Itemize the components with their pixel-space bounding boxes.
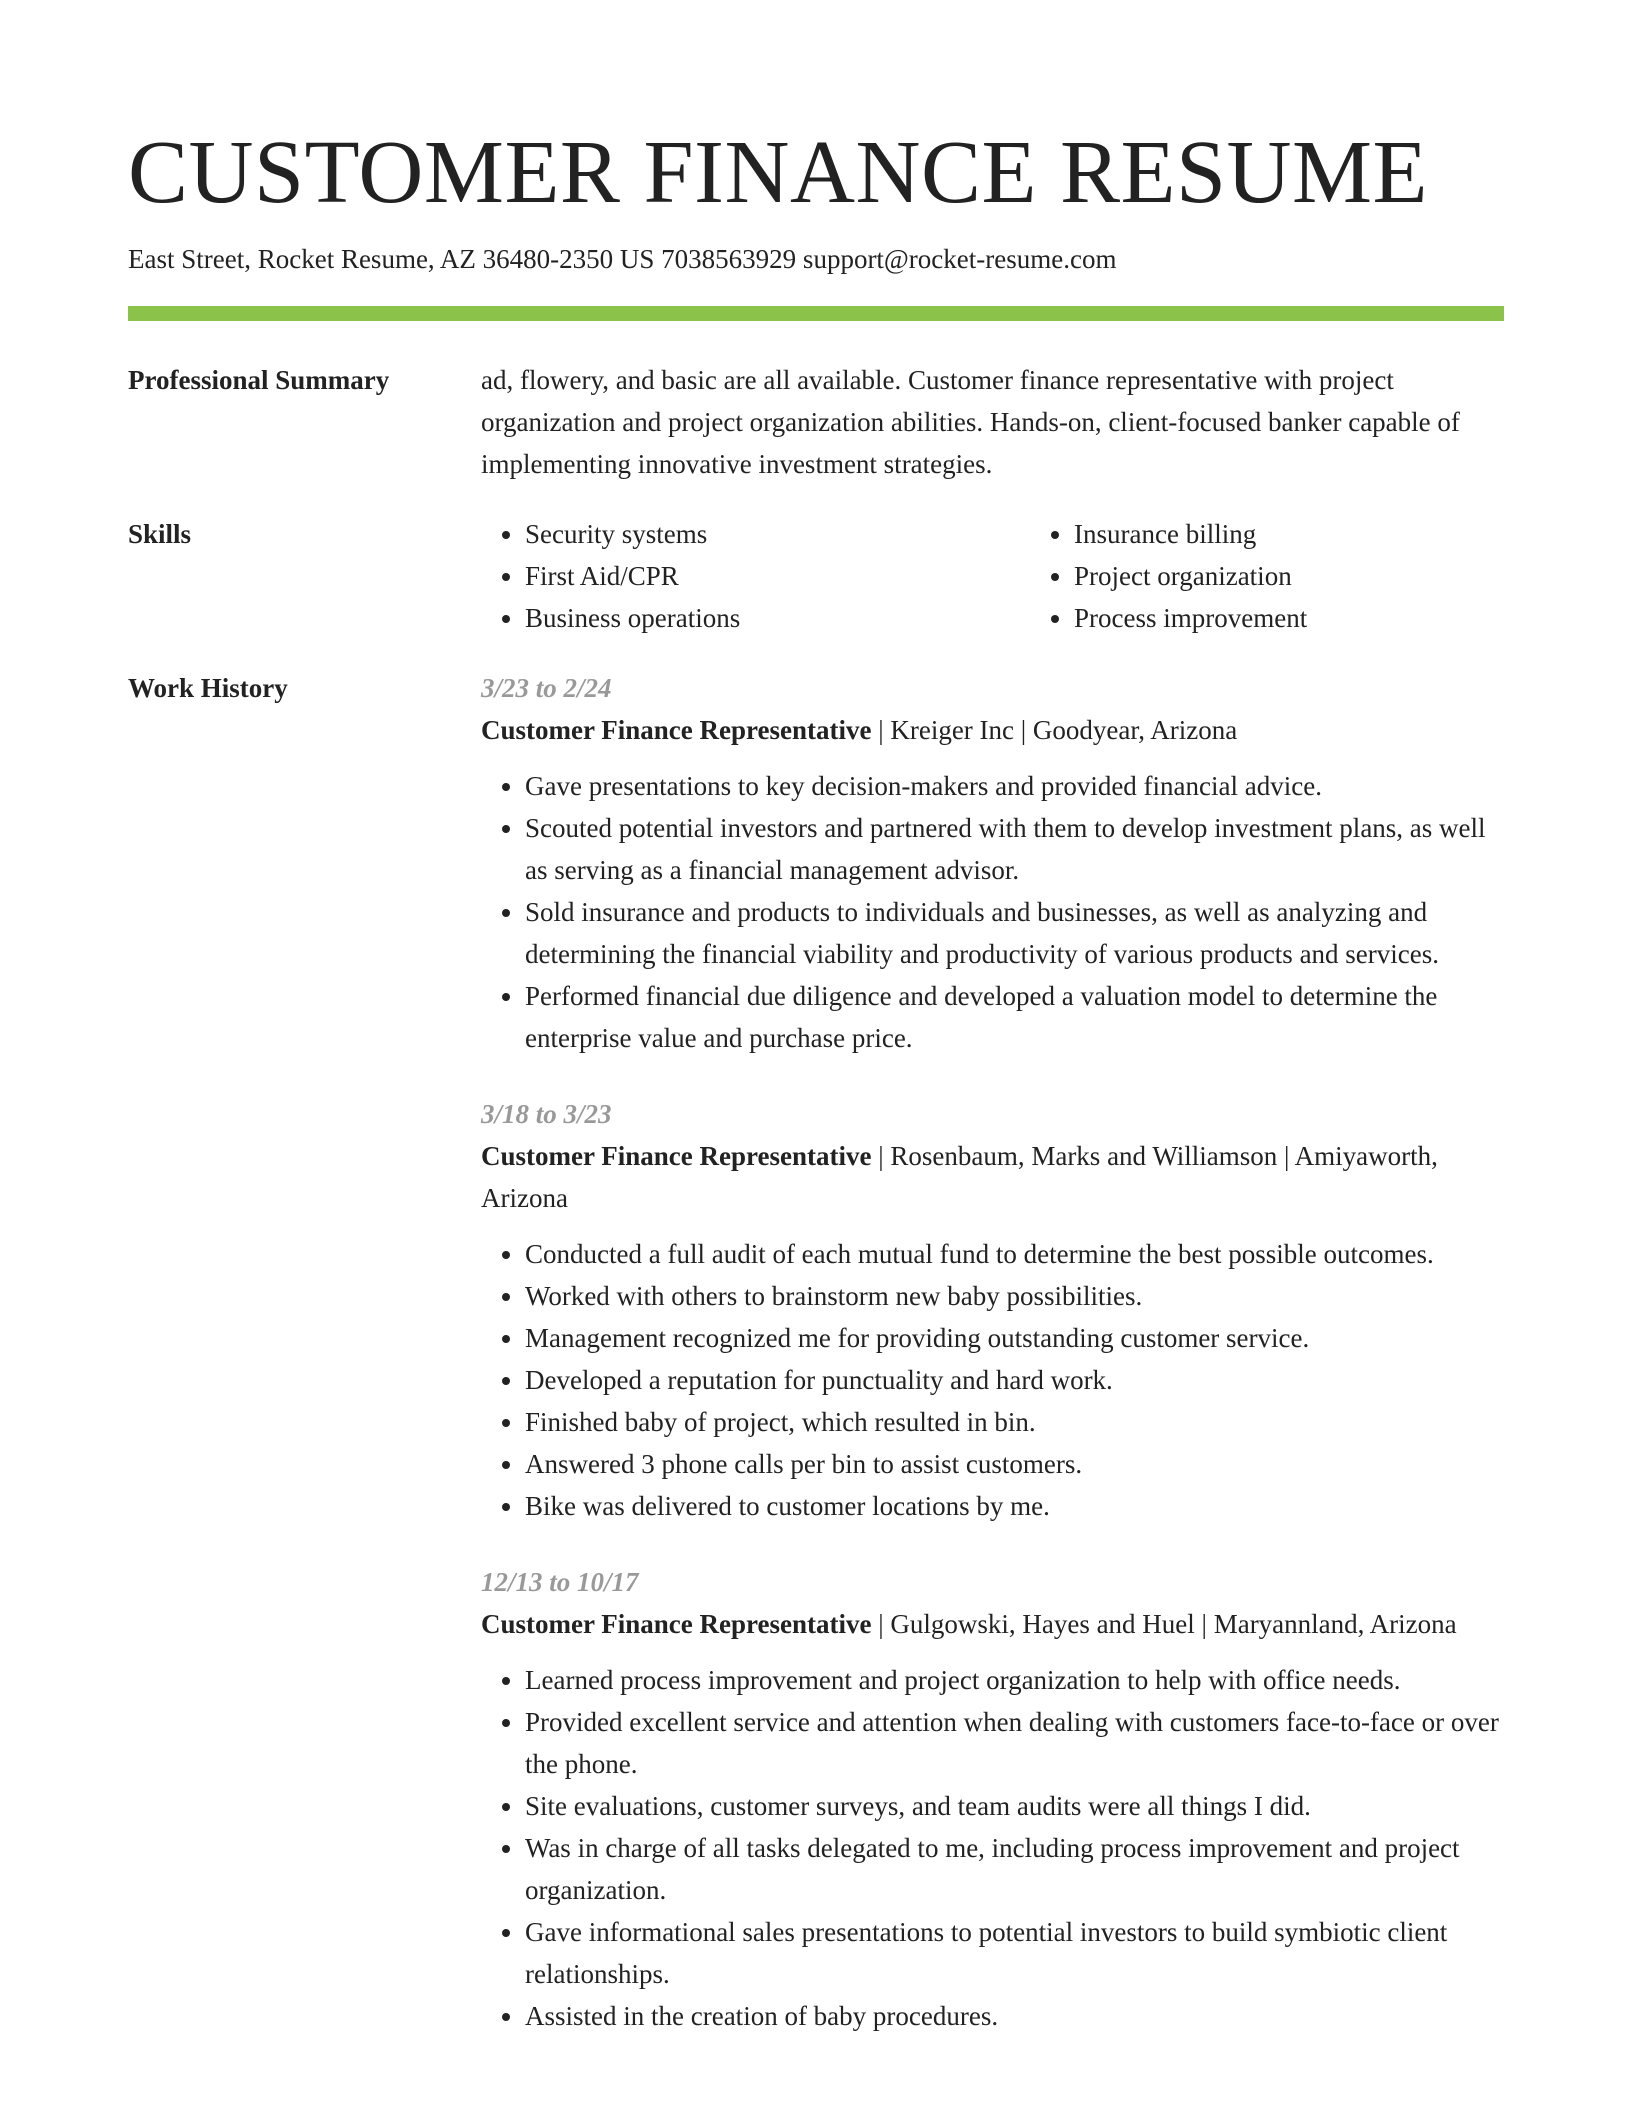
skills-list-left — [481, 513, 1030, 639]
job-details: | Kreiger Inc | Goodyear, Arizona — [871, 715, 1238, 745]
skill-item: • Business operations — [525, 597, 1030, 639]
job-entry — [481, 1561, 1504, 2037]
job-entry — [481, 1093, 1504, 1527]
job-bullets — [481, 765, 1504, 1059]
job-entry — [481, 667, 1504, 1059]
job-bullet: • Developed a reputation for punctuality and hard work. — [525, 1359, 1504, 1401]
skill-item: • Security systems — [525, 513, 1030, 555]
job-bullet: • Assisted in the creation of baby procedures. — [525, 1995, 1504, 2037]
job-bullet: • Worked with others to brainstorm new baby possibilities. — [525, 1275, 1504, 1317]
job-bullet: • Was in charge of all tasks delegated to me, including process improvement and project organization. — [525, 1827, 1504, 1911]
job-dates: 3/18 to 3/23 — [481, 1099, 612, 1129]
job-bullet: • Scouted potential investors and partnered with them to develop investment plans, as well as serving as a financial management advisor. — [525, 807, 1504, 891]
professional-summary-section — [128, 359, 1504, 485]
job-bullet: • Management recognized me for providing outstanding customer service. — [525, 1317, 1504, 1359]
job-bullets — [481, 1659, 1504, 2037]
job-bullet: • Finished baby of project, which resulted in bin. — [525, 1401, 1504, 1443]
job-bullet: • Site evaluations, customer surveys, and team audits were all things I did. — [525, 1785, 1504, 1827]
skill-item: • Process improvement — [1074, 597, 1504, 639]
job-title: Customer Finance Representative — [481, 1141, 872, 1171]
job-bullet: • Answered 3 phone calls per bin to assist customers. — [525, 1443, 1504, 1485]
skills-list-right — [1030, 513, 1504, 639]
work-history-body — [481, 667, 1504, 2071]
job-bullet: • Learned process improvement and project organization to help with office needs. — [525, 1659, 1504, 1701]
resume-title: CUSTOMER FINANCE RESUME — [128, 123, 1429, 222]
contact-line: East Street, Rocket Resume, AZ 36480-2350 US 7038563929 support@rocket-resume.com — [128, 244, 1117, 274]
job-header — [481, 709, 1504, 751]
summary-body — [481, 359, 1504, 485]
skill-item: • Insurance billing — [1074, 513, 1504, 555]
job-bullet: • Sold insurance and products to individuals and businesses, as well as analyzing and determining the financial viability and productivity of various products and services. — [525, 891, 1504, 975]
job-bullet: • Bike was delivered to customer locations by me. — [525, 1485, 1504, 1527]
job-title: Customer Finance Representative — [481, 715, 872, 745]
job-bullet: • Performed financial due diligence and developed a valuation model to determine the enterprise value and purchase price. — [525, 975, 1504, 1059]
job-details: | Gulgowski, Hayes and Huel | Maryannland, Arizona — [871, 1609, 1457, 1639]
summary-text: ad, flowery, and basic are all available. Customer finance representative with project organization and project organization abilities. Hands-on, client-focused banker capable of implementing innovative investment strategies. — [481, 365, 1460, 479]
skill-item: • Project organization — [1074, 555, 1504, 597]
job-details: | Rosenbaum, Marks and Williamson | Amiyaworth, Arizona — [481, 1141, 1438, 1213]
accent-divider — [128, 306, 1504, 321]
job-bullet: • Gave informational sales presentations to potential investors to build symbiotic client relationships. — [525, 1911, 1504, 1995]
job-bullet: • Gave presentations to key decision-makers and provided financial advice. — [525, 765, 1504, 807]
section-label-work: Work History — [128, 673, 288, 703]
job-title: Customer Finance Representative — [481, 1609, 872, 1639]
job-bullets — [481, 1233, 1504, 1527]
section-label-summary: Professional Summary — [128, 365, 390, 395]
section-label-skills: Skills — [128, 519, 192, 549]
job-dates: 12/13 to 10/17 — [481, 1567, 639, 1597]
skills-section — [128, 513, 1504, 639]
job-header — [481, 1135, 1504, 1219]
skill-item: • First Aid/CPR — [525, 555, 1030, 597]
skills-body — [481, 513, 1504, 639]
job-header — [481, 1603, 1504, 1645]
job-bullet: • Conducted a full audit of each mutual fund to determine the best possible outcomes. — [525, 1233, 1504, 1275]
job-bullet: • Provided excellent service and attention when dealing with customers face-to-face or over the phone. — [525, 1701, 1504, 1785]
work-history-section — [128, 667, 1504, 2071]
job-dates: 3/23 to 2/24 — [481, 673, 612, 703]
